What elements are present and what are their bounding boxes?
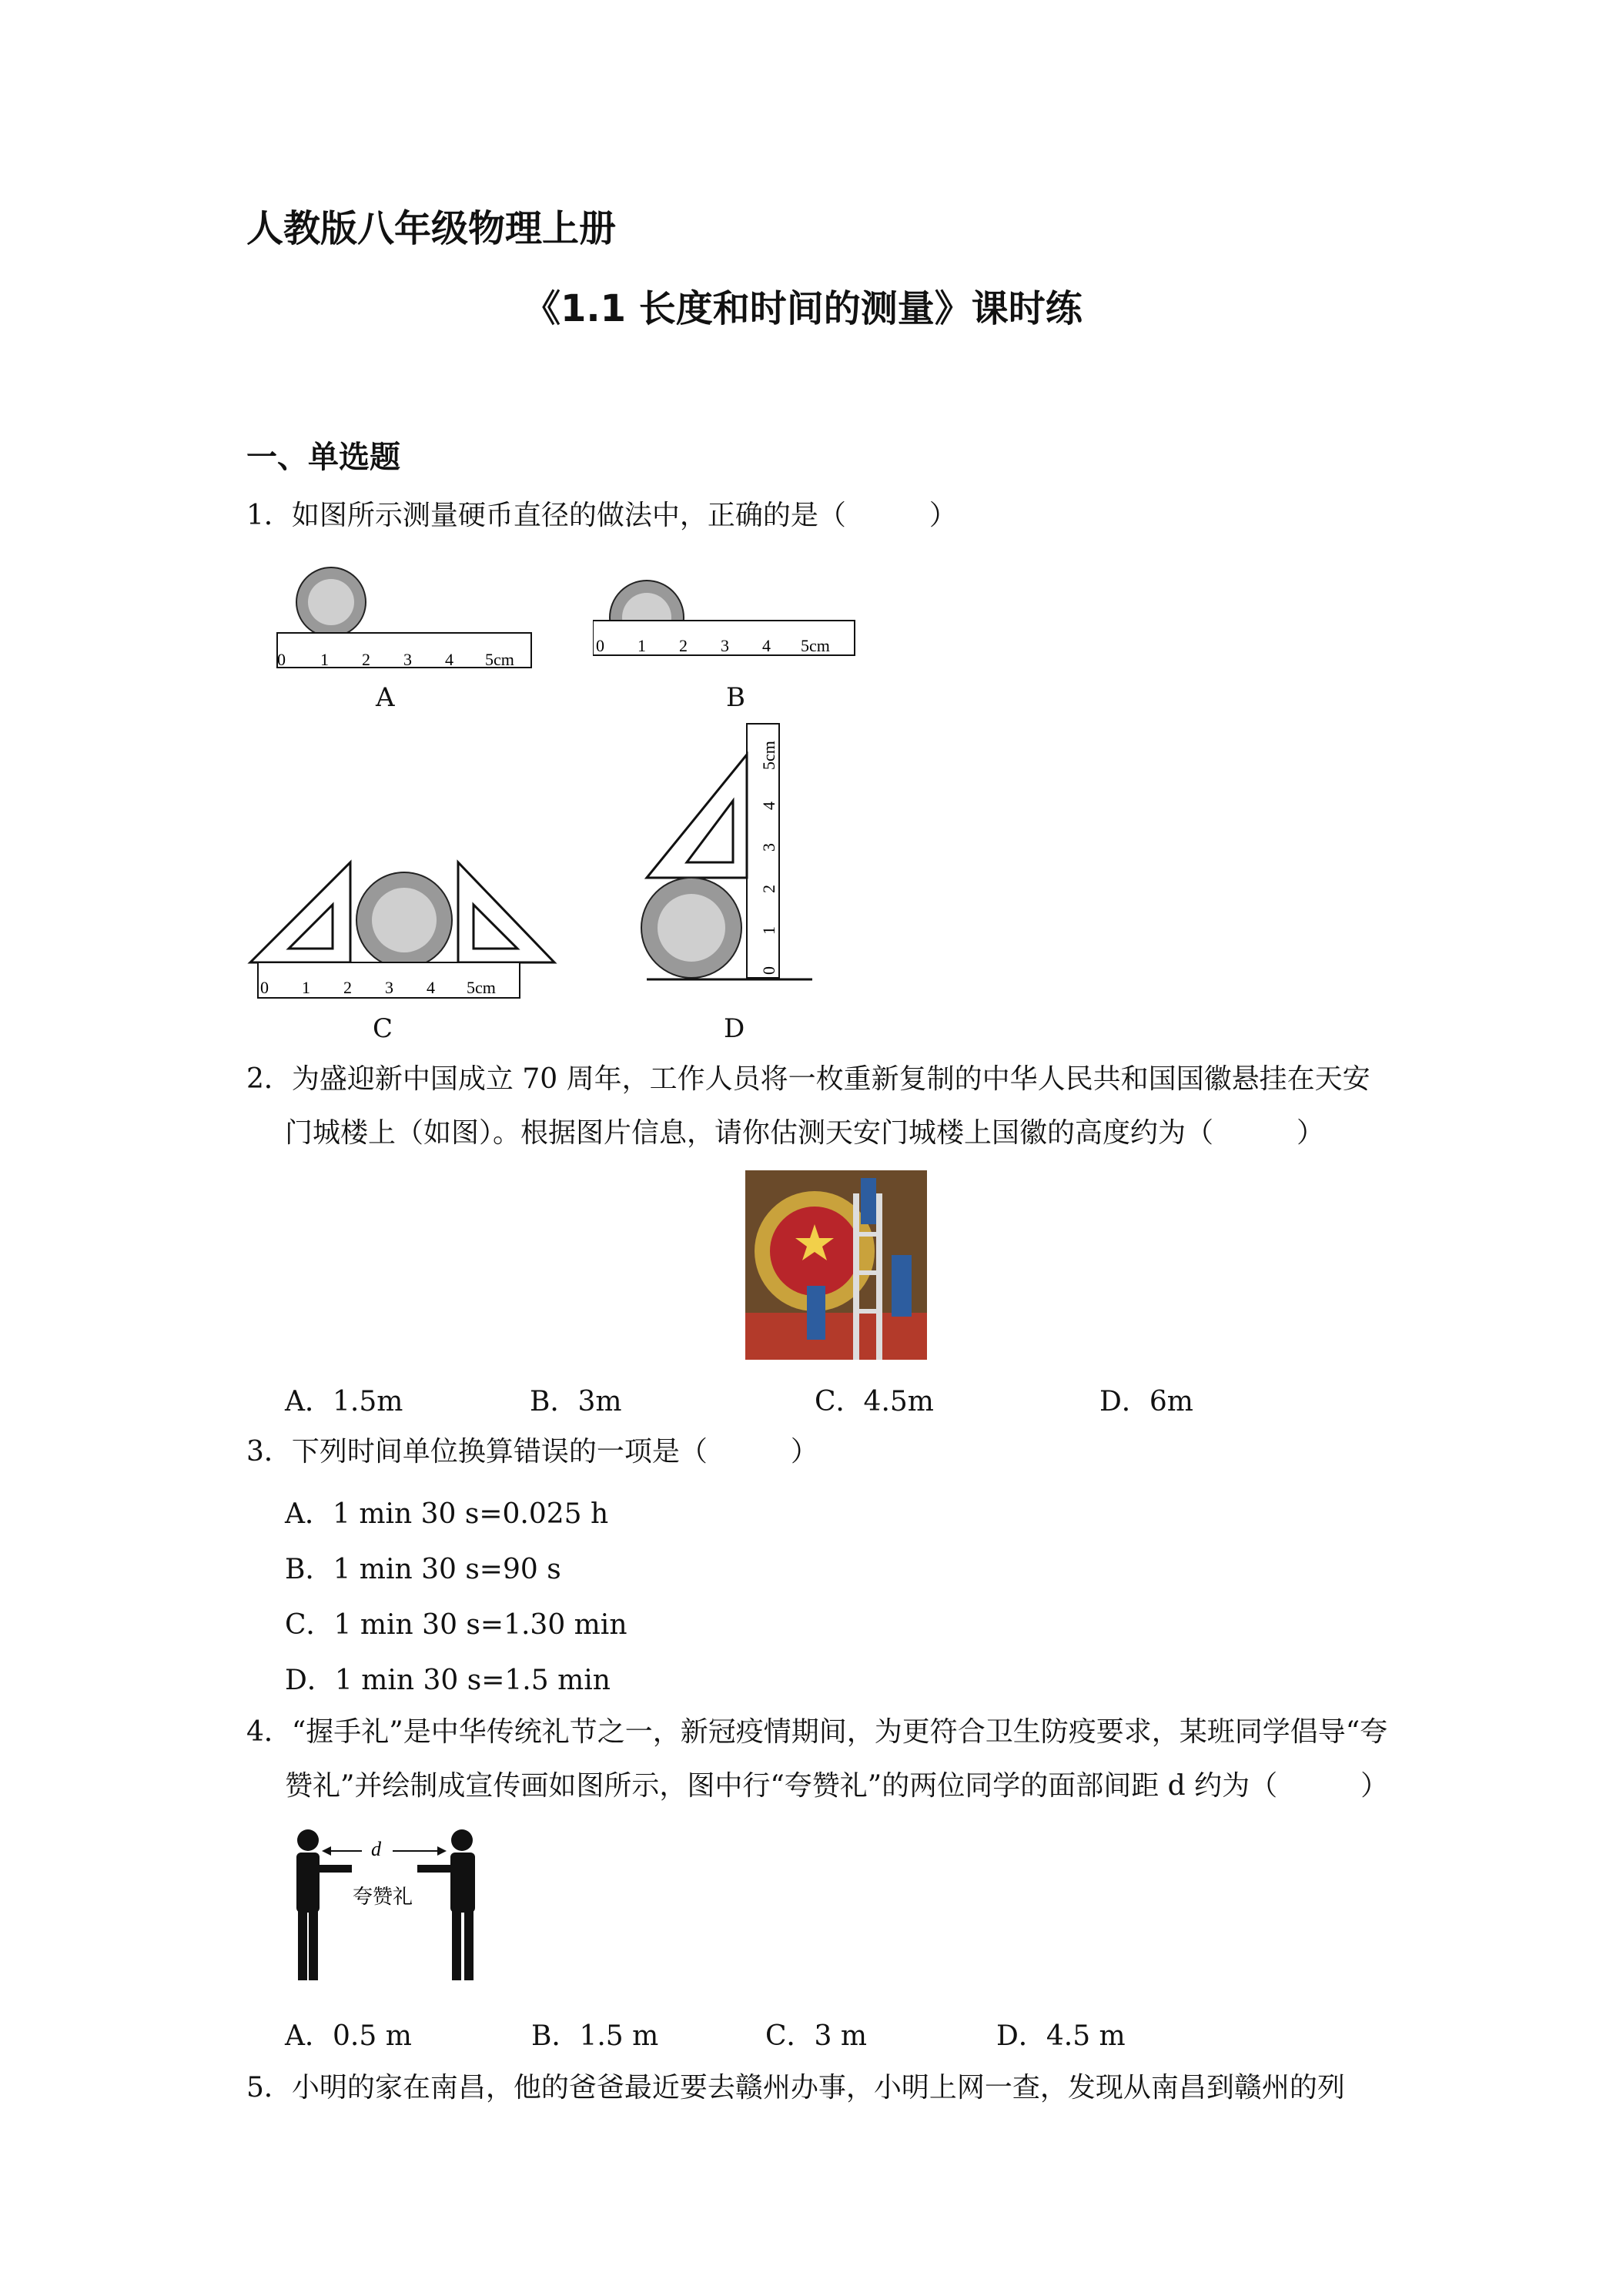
q3-option-d: D．1 min 30 s=1.5 min (285, 1665, 611, 1696)
svg-text:3: 3 (403, 650, 412, 669)
svg-text:3: 3 (385, 978, 393, 997)
svg-text:1: 1 (302, 978, 310, 997)
question-4-line1: 4．“握手礼”是中华传统礼节之一，新冠疫情期间，为更符合卫生防疫要求，某班同学倡导“夸 (246, 1716, 1388, 1748)
question-1-text: 1．如图所示测量硬币直径的做法中，正确的是（ ） (246, 500, 957, 531)
question-5-line1: 5．小明的家在南昌，他的爸爸最近要去赣州办事，小明上网一查，发现从南昌到赣州的列 (246, 2072, 1345, 2104)
fig-label-b: B (726, 682, 745, 713)
svg-text:3: 3 (759, 843, 778, 852)
page-title-line2: 《1.1 长度和时间的测量》课时练 (524, 287, 1083, 330)
q4-option-c: C．3 m (765, 2020, 868, 2052)
svg-text:0: 0 (596, 636, 604, 655)
svg-text:2: 2 (759, 885, 778, 893)
q2-option-c: C．4.5m (815, 1386, 934, 1417)
svg-text:d: d (371, 1838, 381, 1860)
q3-option-c: C．1 min 30 s=1.30 min (285, 1609, 627, 1641)
q2-option-b: B．3m (530, 1386, 622, 1417)
q4-option-d: D．4.5 m (996, 2020, 1126, 2052)
svg-text:2: 2 (343, 978, 352, 997)
q1-figure-c (246, 855, 562, 1009)
section-heading: 一、单选题 (246, 440, 400, 475)
svg-text:1: 1 (759, 926, 778, 935)
svg-text:4: 4 (445, 650, 453, 669)
svg-text:1: 1 (320, 650, 329, 669)
question-4-line2: 赞礼”并绘制成宣传画如图所示，图中行“夸赞礼”的两位同学的面部间距 d 约为（ ） (285, 1770, 1389, 1802)
svg-text:0: 0 (260, 978, 269, 997)
svg-text:夸赞礼: 夸赞礼 (353, 1886, 413, 1909)
svg-text:3: 3 (721, 636, 729, 655)
svg-text:4: 4 (762, 636, 771, 655)
svg-text:4: 4 (759, 802, 778, 810)
svg-text:0: 0 (277, 650, 286, 669)
svg-text:4: 4 (427, 978, 435, 997)
svg-text:5cm: 5cm (759, 741, 778, 770)
question-2-line1: 2．为盛迎新中国成立 70 周年，工作人员将一枚重新复制的中华人民共和国国徽悬挂在天安 (246, 1063, 1370, 1095)
question-2-line2: 门城楼上（如图）。根据图片信息，请你估测天安门城楼上国徽的高度约为（ ） (285, 1117, 1325, 1149)
fig-label-a: A (376, 682, 395, 713)
q3-option-b: B．1 min 30 s=90 s (285, 1554, 561, 1585)
q2-photo-national-emblem (745, 1170, 927, 1360)
question-3-text: 3．下列时间单位换算错误的一项是（ ） (246, 1436, 818, 1468)
q1-figure-a (269, 562, 539, 678)
fig-label-c: C (373, 1013, 393, 1044)
svg-text:2: 2 (679, 636, 688, 655)
q3-option-a: A．1 min 30 s=0.025 h (285, 1498, 609, 1530)
svg-text:5cm: 5cm (485, 650, 514, 669)
q4-option-a: A．0.5 m (285, 2020, 412, 2052)
svg-text:1: 1 (637, 636, 646, 655)
q1-figure-d (631, 716, 832, 1001)
svg-text:0: 0 (759, 966, 778, 975)
person-left-head (297, 1829, 319, 1851)
q4-figure-praise-gesture (285, 1825, 500, 1986)
svg-text:5cm: 5cm (467, 978, 496, 997)
page-title-line1: 人教版八年级物理上册 (246, 207, 617, 250)
svg-text:5cm: 5cm (801, 636, 830, 655)
q4-option-b: B．1.5 m (531, 2020, 659, 2052)
svg-text:2: 2 (362, 650, 370, 669)
person-right-head (451, 1829, 473, 1851)
fig-label-d: D (724, 1013, 745, 1044)
q1-figure-b (593, 562, 862, 678)
q2-option-d: D．6m (1099, 1386, 1193, 1417)
q2-option-a: A．1.5m (285, 1386, 403, 1417)
